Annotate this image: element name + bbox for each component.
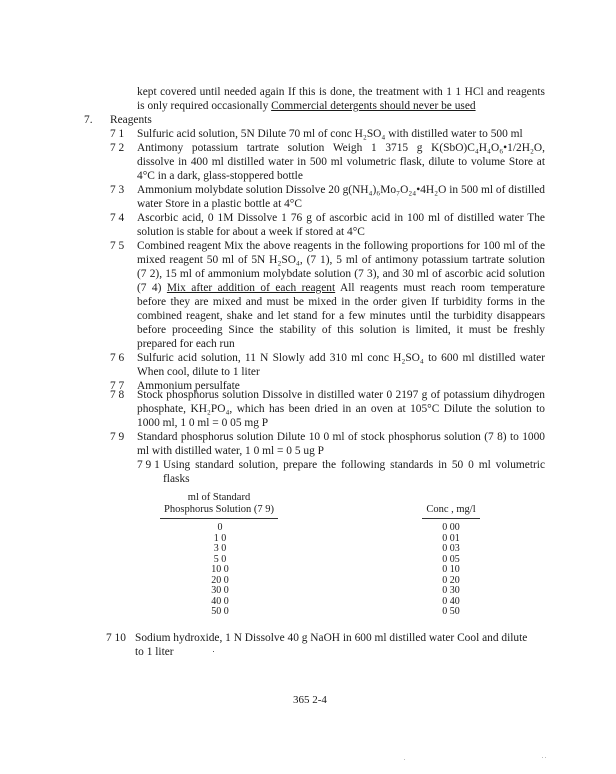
item-text: dissolve in 400 ml distilled water in 500 ml volumetric flask, dilute to volume Store at (137, 156, 545, 168)
item-text: water Store in a plastic bottle at 4°C (137, 198, 302, 210)
table-cell-conc: 0 03 (442, 543, 460, 554)
item-text: Combined reagent Mix the above reagents in the following proportions for 100 ml of the (137, 240, 545, 252)
item-text: phosphate, KH₂PO₄, which has been dried in an oven at 105°C Dilute the solution to (137, 403, 545, 415)
section-number: 7. (84, 114, 93, 126)
item-text: Using standard solution, prepare the following standards in 50 0 ml volumetric (163, 459, 545, 471)
item-text: prepared for each run (137, 338, 235, 350)
table-cell-ml: 3 0 (213, 543, 227, 554)
item-number: 7 7 (110, 380, 125, 392)
detergent-warning: Commercial detergents should never be used (271, 100, 476, 112)
table-col1-header-line-1: ml of Standard (187, 492, 251, 503)
section-title: Reagents (110, 114, 152, 126)
scan-speck (545, 757, 546, 758)
item-text: combined reagent, shake and let stand for a few minutes until the turbidity disappears (137, 310, 545, 322)
item-text: Standard phosphorus solution Dilute 10 0 ml of stock phosphorus solution (7 8) to 1000 (137, 431, 545, 443)
table-cell-ml: 5 0 (213, 553, 227, 565)
item-text (137, 282, 545, 296)
item-number: 7 10 (106, 632, 126, 644)
table-col1-header-line-2: Phosphorus Solution (7 9) (164, 504, 274, 515)
item-number: 7 4 (110, 212, 125, 224)
continuation-text: is only required occasionally (137, 100, 272, 112)
item-text: Ascorbic acid, 0 1M Dissolve 1 76 g of ascorbic acid in 100 ml of distilled water The (137, 212, 545, 224)
table-cell-ml: 30 0 (211, 585, 229, 596)
table-cell-conc: 0 30 (442, 585, 460, 596)
item-text: Ammonium molybdate solution Dissolve 20 g(NH₄)₆Mo₇O₂₄•4H₂O in 500 ml of distilled (137, 184, 545, 196)
table-cell-conc: 0 10 (442, 564, 460, 575)
item-text: Sulfuric acid solution, 5N Dilute 70 ml of conc H₂SO₄ with distilled water to 500 ml (137, 128, 523, 140)
item-text: Antimony potassium tartrate solution Weigh 1 3715 g K(SbO)C₄H₄O₆•1/2H₂O, (137, 142, 545, 154)
item-number: 7 9 1 (137, 459, 160, 471)
item-number: 7 2 (110, 142, 125, 154)
table-cell-ml: 1 0 (213, 532, 227, 544)
item-text: before proceeding Since the stability of this solution is limited, it must be freshly (137, 324, 545, 336)
item-text: before they are mixed and must be mixed in the order given If turbidity forms in the (137, 296, 545, 308)
item-text: (7 2), 15 ml of ammonium molybdate solution (7 3), and 30 ml of ascorbic acid solution (137, 268, 545, 280)
item-text: 4°C in a dark, glass-stoppered bottle (137, 170, 303, 182)
table-cell-conc: 0 05 (442, 553, 460, 565)
item-text: Sulfuric acid solution, 11 N Slowly add 310 ml conc H₂SO₄ to 600 ml distilled water (137, 352, 545, 364)
table-cell-conc: 0 01 (442, 532, 460, 544)
item-number: 7 6 (110, 352, 125, 364)
table-col1-header (160, 492, 278, 516)
table-cell-conc: 0 00 (442, 522, 460, 533)
table-cell-ml: 20 0 (211, 574, 229, 586)
table-col2-rule (422, 518, 480, 519)
scan-speck (542, 757, 543, 758)
mix-instruction: Mix after addition of each reagent (166, 282, 336, 294)
table-cell-ml: 0 (217, 522, 223, 533)
table-cell-conc: 0 20 (442, 574, 460, 586)
table-cell-ml: 50 0 (211, 606, 229, 617)
item-number: 7 9 (110, 431, 125, 443)
item-text: mixed reagent 50 ml of 5N H₂SO₄, (7 1), 5 ml of antimony potassium tartrate solution (137, 254, 545, 266)
item-number: 7 3 (110, 184, 125, 196)
item-text-segment: (7 4) (137, 282, 167, 294)
item-text: When cool, dilute to 1 liter (137, 366, 260, 378)
continuation-line-1: kept covered until needed again If this is done, the treatment with 1 1 HCl and reagents (137, 86, 545, 98)
continuation-line-2 (137, 100, 476, 114)
item-text-segment: All reagents must reach room temperature (335, 282, 545, 294)
item-text: solution is stable for about a week if stored at 4°C (137, 226, 365, 238)
item-text: Ammonium persulfate (137, 380, 240, 392)
item-text: ml with distilled water, 1 0 ml = 0 5 ug P (137, 445, 324, 457)
table-cell-ml: 10 0 (211, 564, 229, 575)
table-cell-ml: 40 0 (211, 595, 229, 607)
item-text: 1000 ml, 1 0 ml = 0 05 mg P (137, 417, 269, 429)
table-col2-header: Conc , mg/l (426, 504, 476, 515)
item-number: 7 8 (110, 389, 125, 401)
scan-speck (213, 651, 214, 652)
item-text: to 1 liter (135, 646, 174, 658)
item-number: 7 5 (110, 240, 125, 252)
item-number: 7 1 (110, 128, 125, 140)
table-col1-rule (160, 518, 278, 519)
page-number: 365 2-4 (293, 694, 327, 706)
table-cell-conc: 0 40 (442, 595, 460, 607)
scan-speck (404, 759, 405, 760)
item-text: Sodium hydroxide, 1 N Dissolve 40 g NaOH in 600 ml distilled water Cool and dilute (135, 632, 528, 644)
item-text: flasks (163, 473, 190, 485)
table-cell-conc: 0 50 (442, 606, 460, 617)
item-text: Stock phosphorus solution Dissolve in distilled water 0 2197 g of potassium dihydrogen (137, 389, 545, 401)
